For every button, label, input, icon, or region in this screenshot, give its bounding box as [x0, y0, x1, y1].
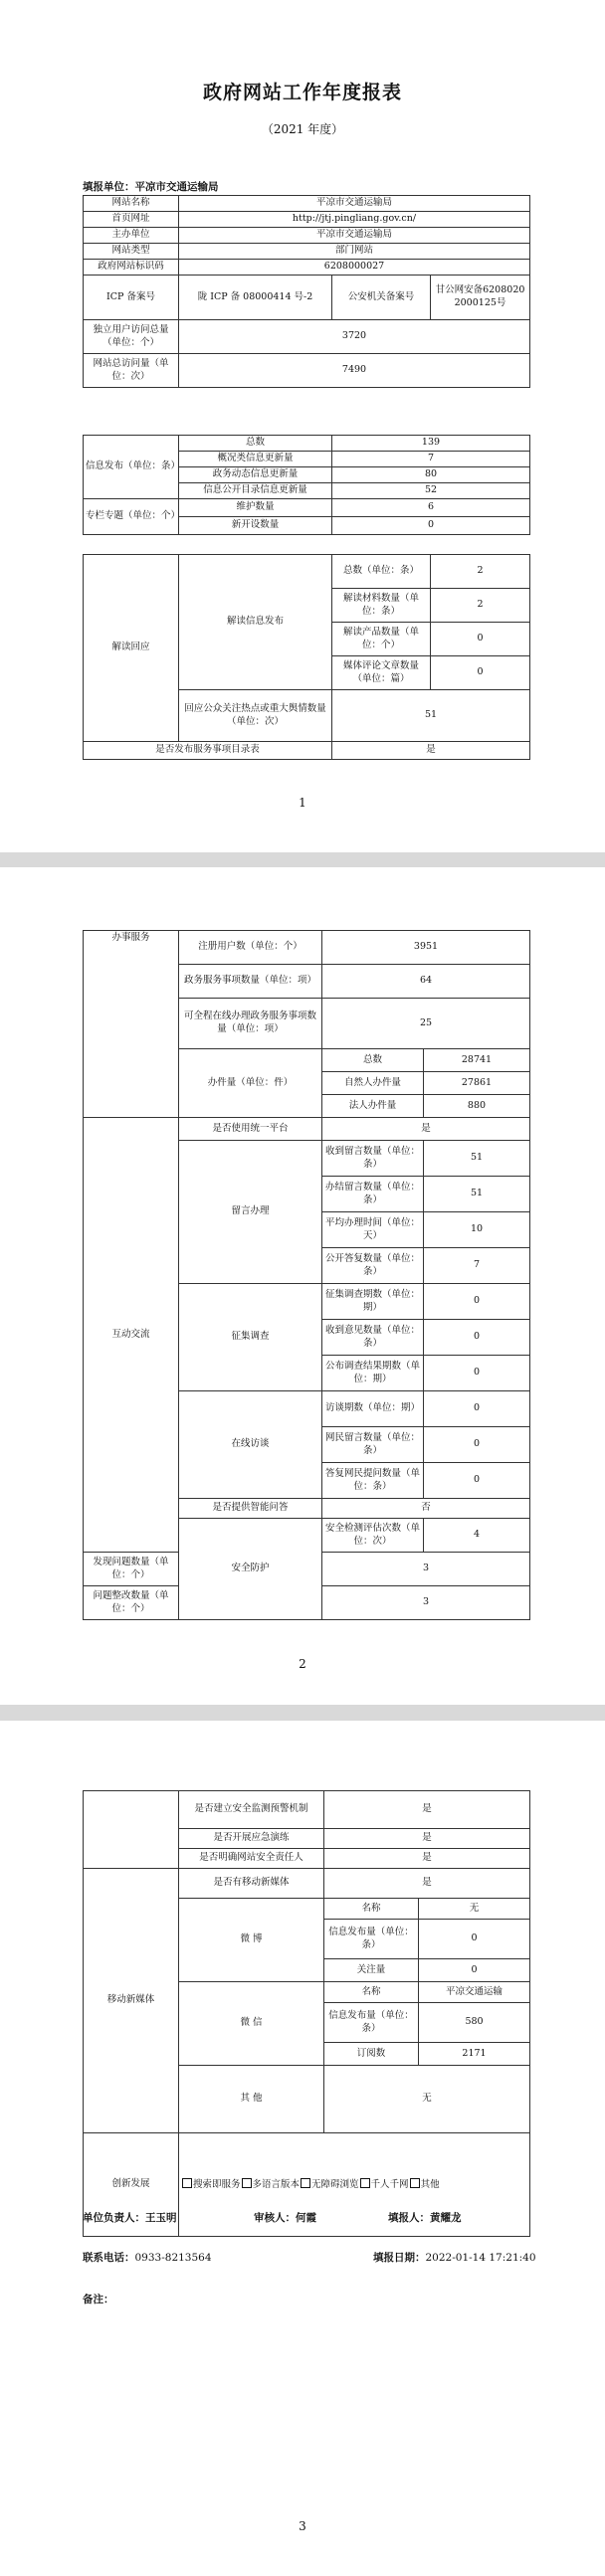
cell-label: 征集调查 [179, 1284, 322, 1391]
innovation-option[interactable] [241, 2179, 301, 2190]
innovation-option[interactable] [300, 2179, 359, 2190]
info-total: 139 [332, 436, 530, 452]
field-label: 联系电话： [83, 2252, 135, 2264]
site-id: 6208000027 [179, 260, 530, 276]
checkbox-icon[interactable] [410, 2178, 420, 2188]
cell-label: 主办单位 [84, 228, 179, 244]
report-year: （2021 年度） [261, 122, 344, 136]
handled-natural: 27861 [424, 1072, 530, 1095]
site-type: 部门网站 [179, 244, 530, 260]
security-fixed: 3 [322, 1586, 530, 1620]
cell-label: 法人办件量 [322, 1095, 424, 1118]
unit-head [83, 2210, 177, 2225]
innovation-option[interactable] [359, 2179, 409, 2190]
mobile-other: 无 [324, 2066, 530, 2133]
unified-platform: 是 [322, 1118, 530, 1141]
field-value: 何霞 [296, 2212, 316, 2224]
cell-label: 公安机关备案号 [332, 276, 431, 320]
page-number: 1 [299, 796, 306, 810]
cell-label: 发现问题数量（单位：个） [84, 1553, 179, 1586]
service-items: 64 [322, 965, 530, 999]
cell-label: 解读材料数量（单位：条） [332, 589, 431, 623]
cell-label: 留言办理 [179, 1141, 322, 1284]
weibo-posts: 0 [419, 1920, 530, 1959]
has-mobile: 是 [324, 1869, 530, 1899]
cell-label: 独立用户访问总量（单位：个） [84, 320, 179, 354]
cell-label: 信息发布（单位：条） [84, 436, 179, 499]
field-value: 黄耀龙 [430, 2212, 462, 2224]
msg-avg: 10 [424, 1212, 530, 1248]
field-value: 0933-8213564 [134, 2252, 212, 2264]
cell-label: 名称 [324, 1899, 419, 1920]
checkbox-icon[interactable] [360, 2178, 370, 2188]
security-warning: 是 [324, 1791, 530, 1829]
cell-label: 政府网站标识码 [84, 260, 179, 276]
cell-label: 访谈期数（单位：期） [322, 1391, 424, 1427]
option-label: 其他 [420, 2178, 440, 2190]
cell-label: 互动交流 [84, 1118, 179, 1553]
cell-label: 办结留言数量（单位：条） [322, 1177, 424, 1212]
info-overview: 7 [332, 452, 530, 467]
cell-label: 办事服务 [84, 931, 179, 1118]
smart-qa: 否 [322, 1499, 530, 1519]
innovation-options [179, 2133, 530, 2237]
cell-label: 网站总访问量（单位：次） [84, 354, 179, 388]
handled-total: 28741 [424, 1049, 530, 1072]
security-blank-cell [84, 1791, 179, 1869]
cell-label: 是否发布服务事项目录表 [84, 742, 332, 760]
msg-received: 51 [424, 1141, 530, 1177]
reviewer [254, 2210, 316, 2225]
security-drill: 是 [324, 1829, 530, 1849]
interpret-product: 0 [431, 623, 530, 656]
cell-label: 安全防护 [179, 1519, 322, 1620]
filler [388, 2210, 462, 2225]
security-mobile-table [83, 1790, 530, 2237]
interview-answers: 0 [424, 1463, 530, 1499]
msg-public: 7 [424, 1248, 530, 1284]
view-count: 7490 [179, 354, 530, 388]
cell-label: 在线访谈 [179, 1391, 322, 1499]
survey-opinions: 0 [424, 1320, 530, 1356]
checkbox-icon[interactable] [182, 2178, 192, 2188]
wechat-posts: 580 [419, 2003, 530, 2043]
cell-label: 解读信息发布 [179, 555, 332, 690]
remark: 备注： [83, 2294, 114, 2305]
site-name: 平凉市交通运输局 [179, 196, 530, 212]
cell-label: 是否开展应急演练 [179, 1829, 324, 1849]
cell-label: 回应公众关注热点或重大舆情数量（单位：次） [179, 690, 332, 742]
cell-label: 答复网民提问数量（单位：条） [322, 1463, 424, 1499]
cell-label: 安全检测评估次数（单位：次） [322, 1519, 424, 1553]
cell-label: 信息发布量（单位：条） [324, 2003, 419, 2043]
option-label: 无障碍浏览 [311, 2178, 359, 2190]
report-page-3 [0, 1721, 605, 2576]
wechat-subs: 2171 [419, 2043, 530, 2066]
survey-results: 0 [424, 1356, 530, 1391]
handled-legal: 880 [424, 1095, 530, 1118]
cell-label: 是否使用统一平台 [179, 1118, 322, 1141]
cell-label: 公布调查结果期数（单位：期） [322, 1356, 424, 1391]
cell-label: 注册用户数（单位：个） [179, 931, 322, 965]
cell-label: 微 信 [179, 1982, 324, 2066]
security-checks: 4 [424, 1519, 530, 1553]
checkbox-icon[interactable] [242, 2178, 252, 2188]
cell-label: 是否建立安全监测预警机制 [179, 1791, 324, 1829]
interpret-total: 2 [431, 555, 530, 589]
cell-label: 可全程在线办理政务服务事项数量（单位：项） [179, 999, 322, 1049]
basic-info-table [83, 195, 530, 388]
cell-label: 征集调查期数（单位：期） [322, 1284, 424, 1320]
service-interaction-table [83, 930, 530, 1620]
cell-label: 公开答复数量（单位：条） [322, 1248, 424, 1284]
cell-label: 媒体评论文章数量（单位：篇） [332, 656, 431, 690]
field-label: 单位负责人： [83, 2212, 145, 2224]
wechat-name: 平凉交通运输 [419, 1982, 530, 2003]
cell-label: 政务动态信息更新量 [179, 467, 332, 483]
cell-label: 总数（单位：条） [332, 555, 431, 589]
cell-label: 是否明确网站安全责任人 [179, 1849, 324, 1869]
security-issues: 3 [322, 1553, 530, 1586]
cell-label: 信息发布量（单位：条） [324, 1920, 419, 1959]
cell-label: 移动新媒体 [84, 1869, 179, 2133]
cell-label: 总数 [322, 1049, 424, 1072]
checkbox-icon[interactable] [301, 2178, 310, 2188]
cell-label: 名称 [324, 1982, 419, 2003]
info-release-table [83, 435, 530, 535]
report-title: 政府网站工作年度报表 [202, 82, 402, 103]
interpret-media: 0 [431, 656, 530, 690]
sponsor: 平凉市交通运输局 [179, 228, 530, 244]
info-catalog: 52 [332, 483, 530, 499]
cell-label: 订阅数 [324, 2043, 419, 2066]
column-new: 0 [332, 517, 530, 535]
cell-label: 是否提供智能问答 [179, 1499, 322, 1519]
visitor-count: 3720 [179, 320, 530, 354]
publish-matters: 是 [332, 742, 530, 760]
fill-date [373, 2250, 536, 2265]
field-label: 填报人： [388, 2212, 430, 2224]
home-url: http://jtj.pingliang.gov.cn/ [179, 212, 530, 228]
weibo-name: 无 [419, 1899, 530, 1920]
cell-label: 网民留言数量（单位：条） [322, 1427, 424, 1463]
field-label: 填报日期： [373, 2252, 426, 2264]
column-maintain: 6 [332, 499, 530, 517]
cell-label: 收到留言数量（单位：条） [322, 1141, 424, 1177]
icp-number: 陇 ICP 备 08000414 号-2 [179, 276, 332, 320]
cell-label: 是否有移动新媒体 [179, 1869, 324, 1899]
field-value: 2022-01-14 17:21:40 [425, 2252, 536, 2264]
option-label: 千人千网 [370, 2178, 409, 2190]
weibo-followers: 0 [419, 1959, 530, 1982]
report-page-1 [0, 0, 605, 852]
cell-label: 政务服务事项数量（单位：项） [179, 965, 322, 999]
cell-label: 专栏专题（单位：个） [84, 499, 179, 535]
cell-label: 自然人办件量 [322, 1072, 424, 1095]
cell-label: 新开设数量 [179, 517, 332, 535]
innovation-option[interactable] [409, 2179, 440, 2190]
cell-label: 收到意见数量（单位：条） [322, 1320, 424, 1356]
security-owner: 是 [324, 1849, 530, 1869]
cell-label: 微 博 [179, 1899, 324, 1982]
cell-label: 概况类信息更新量 [179, 452, 332, 467]
interview-questions: 0 [424, 1427, 530, 1463]
cell-label: 维护数量 [179, 499, 332, 517]
innovation-option[interactable] [181, 2179, 241, 2190]
option-label: 搜索即服务 [193, 2178, 241, 2190]
field-label: 审核人： [254, 2212, 296, 2224]
report-page-2 [0, 867, 605, 1705]
cell-label: 解读产品数量（单位：个） [332, 623, 431, 656]
cell-label: 问题整改数量（单位：个） [84, 1586, 179, 1620]
cell-label: 平均办理时间（单位：天） [322, 1212, 424, 1248]
interpret-table [83, 554, 530, 760]
interpret-material: 2 [431, 589, 530, 623]
contact-phone [83, 2250, 212, 2265]
page-number: 2 [299, 1657, 306, 1671]
cell-label: 总数 [179, 436, 332, 452]
service-online: 25 [322, 999, 530, 1049]
interpret-respond: 51 [332, 690, 530, 742]
cell-label: 其 他 [179, 2066, 324, 2133]
cell-label: 解读回应 [84, 555, 179, 742]
interview-periods: 0 [424, 1391, 530, 1427]
cell-label: 关注量 [324, 1959, 419, 1982]
cell-label: 网站类型 [84, 244, 179, 260]
cell-label: 创新发展 [84, 2133, 179, 2237]
cell-label: 首页网址 [84, 212, 179, 228]
service-users: 3951 [322, 931, 530, 965]
msg-done: 51 [424, 1177, 530, 1212]
cell-label: 办件量（单位：件） [179, 1049, 322, 1118]
cell-label: ICP 备案号 [84, 276, 179, 320]
filing-unit: 填报单位：平凉市交通运输局 [83, 181, 219, 193]
field-value: 王玉明 [145, 2212, 177, 2224]
police-number: 甘公网安备62080202000125号 [431, 276, 530, 320]
option-label: 多语言版本 [252, 2178, 301, 2190]
cell-label: 网站名称 [84, 196, 179, 212]
survey-periods: 0 [424, 1284, 530, 1320]
cell-label: 信息公开目录信息更新量 [179, 483, 332, 499]
page-number: 3 [299, 2519, 306, 2533]
info-dynamic: 80 [332, 467, 530, 483]
